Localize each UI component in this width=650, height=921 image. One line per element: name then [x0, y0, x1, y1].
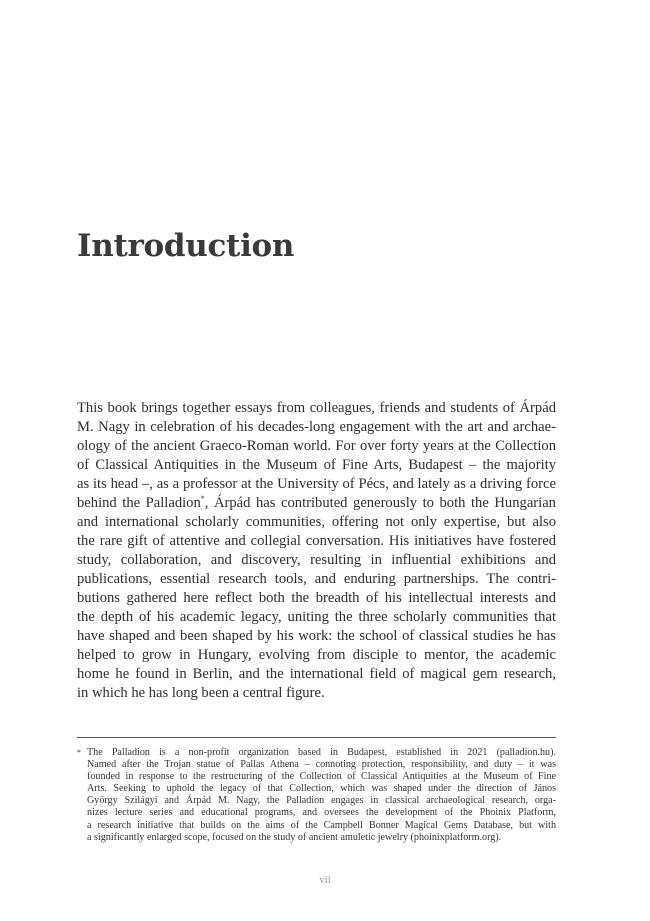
chapter-title: Introduction — [77, 228, 295, 264]
footnote-line: The Palladion is a non-profit organization based in Budapest, established in 2021 (palladion.hu). — [87, 747, 556, 758]
footnote-divider — [77, 737, 556, 738]
body-line: in which he has long been a central figure. — [77, 685, 325, 701]
body-line: and international scholarly communities, offering not only expertise, but also — [77, 514, 556, 530]
footnote-text — [87, 747, 556, 844]
footnote-line: nizes lecture series and educational programs, and oversees the development of the Phoinix Platform, — [87, 807, 556, 819]
footnote-reference[interactable]: * — [200, 494, 205, 503]
footnote-line: Named after the Trojan statue of Pallas Athena – connoting protection, responsibility, and duty – it was — [87, 759, 556, 771]
footnote-line: György Szilágyi and Árpád M. Nagy, the Palladion engages in classical archaeological research, orga- — [87, 795, 556, 807]
body-line-with-note — [77, 494, 556, 513]
body-text-fragment: behind the Palladion — [77, 495, 201, 511]
body-line: as its head –, as a professor at the University of Pécs, and lately as a driving force — [77, 476, 556, 492]
footnote-line: a research initiative that builds on the aims of the Campbell Bonner Magical Gems Database, but with — [87, 819, 556, 831]
footnote-line: founded in response to the restructuring of the Collection of Classical Antiquities at the Museum of Fine — [87, 771, 556, 783]
body-line: the depth of his academic legacy, uniting the three scholarly communities that — [77, 609, 556, 625]
footnote-line: Arts. Seeking to uphold the legacy of that Collection, which was shaped under the direction of János — [87, 783, 556, 795]
footnote — [77, 747, 556, 844]
body-paragraph — [77, 399, 556, 703]
body-line: study, collaboration, and discovery, resulting in influential exhibitions and — [77, 552, 556, 568]
body-line: have shaped and been shaped by his work: the school of classical studies he has — [77, 628, 556, 644]
footnote-mark: * — [77, 748, 81, 757]
body-text-fragment: , Árpád has contributed generously to both the Hungarian — [204, 495, 556, 511]
body-line: M. Nagy in celebration of his decades-long engagement with the art and archae- — [77, 419, 556, 435]
body-line: home he found in Berlin, and the international field of magical gem research, — [77, 666, 556, 682]
body-line: publications, essential research tools, and enduring partnerships. The contri- — [77, 571, 556, 587]
body-line: This book brings together essays from colleagues, friends and students of Árpád — [77, 400, 556, 416]
body-line: of Classical Antiquities in the Museum of Fine Arts, Budapest – the majority — [77, 457, 556, 473]
body-line: ology of the ancient Graeco-Roman world. For over forty years at the Collection — [77, 438, 556, 454]
footnote-line: a significantly enlarged scope, focused on the study of ancient amuletic jewelry (phoinixplatform.org). — [87, 831, 502, 843]
body-line: helped to grow in Hungary, evolving from disciple to mentor, the academic — [77, 647, 556, 663]
page-number: vii — [319, 874, 331, 886]
body-line: butions gathered here reflect both the breadth of his intellectual interests and — [77, 590, 556, 606]
body-line: the rare gift of attentive and collegial conversation. His initiatives have fostered — [77, 533, 556, 549]
